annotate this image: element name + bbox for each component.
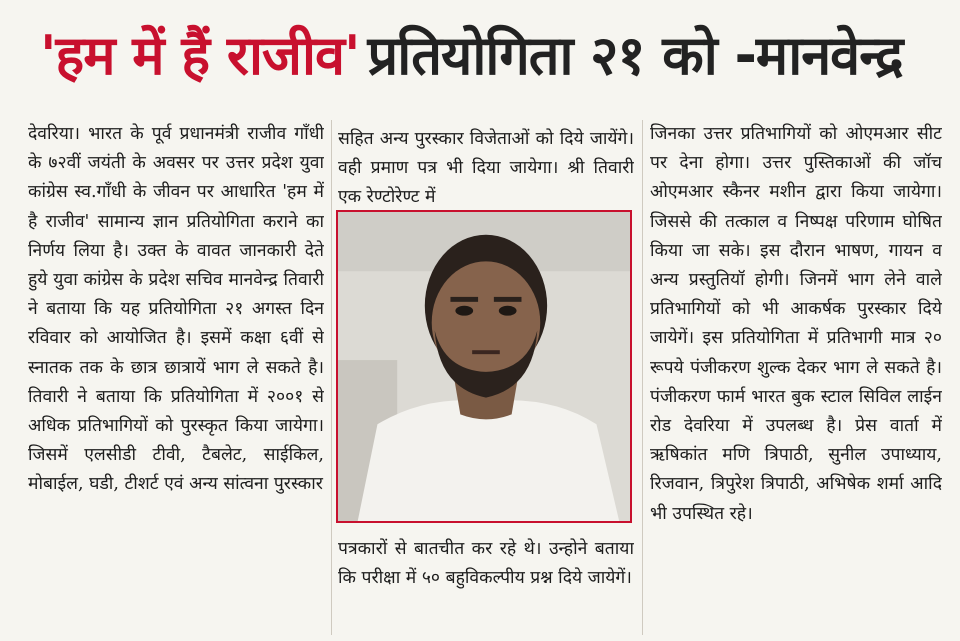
article-text-col3: जिनका उत्तर प्रतिभागियों को ओएमआर सीट पर देना होगा। उत्तर पुस्तिकाओं की जॉच ओएमआर स्कैनर मशीन द्वारा किया जायेगा। जिससे की तत्काल व निष्पक्ष परिणाम घोषित किया जा सके। इस दौरान भाषण, गायन व अन्य प्रस्तुतियॉ होगी। जिनमें भाग लेने वाले प्रतिभागियों को भी आकर्षक पुरस्कार दिये जायेगें। इस प्रतियोगिता में प्रतिभागी मात्र २० रूपये पंजीकरण शुल्क देकर भाग ले सकते है। पंजीकरण फार्म भारत बुक स्टाल सिविल लाईन रोड देवरिया में उपलब्ध है। प्रेस वार्ता में ऋषिकांत मणि त्रिपाठी, सुनील उपाध्याय, रिजवान, त्रिपुरेश त्रिपाठी, अभिषेक शर्मा आदि भी उपस्थित रहे। — [650, 124, 942, 524]
headline-rest: प्रतियोगिता २१ को -मानवेन्द्र — [367, 24, 903, 87]
article-column-1 — [28, 120, 324, 635]
column-divider — [331, 120, 332, 635]
article-text-col2-bottom: पत्रकारों से बातचीत कर रहे थे। उन्होने बताया कि परीक्षा में ५० बहुविकल्पीय प्रश्न दिये जायेगें। — [338, 539, 634, 589]
headline — [40, 8, 950, 98]
article-text-col2-top: सहित अन्य पुरस्कार विजेताओं को दिये जायेंगे। वही प्रमाण पत्र भी दिया जायेगा। श्री तिवारी एक रेण्टोरेण्ट में — [338, 129, 634, 208]
portrait-photo — [336, 210, 632, 523]
article-column-2-top — [338, 125, 634, 213]
article-text-col1: देवरिया। भारत के पूर्व प्रधानमंत्री राजीव गाँधी के ७२वीं जयंती के अवसर पर उत्तर प्रदेश युवा कांग्रेस स्व.गाँधी के जीवन पर आधारित 'हम में है राजीव' सामान्य ज्ञान प्रतियोगिता कराने का निर्णय लिया है। उक्त के वावत जानकारी देते हुये युवा कांग्रेस के प्रदेश सचिव मानवेन्द्र तिवारी ने बताया कि यह प्रतियोगिता २१ अगस्त दिन रविवार को आयोजित है। इसमें कक्षा ६वीं से स्नातक तक के छात्र छात्रायें भाग ले सकते है। तिवारी ने बताया कि प्रतियोगिता में २००१ से अधिक प्रतिभागियों को पुरस्कृत किया जायेगा। जिसमें एलसीडी टीवी, टैबलेट, साईकिल, मोबाईल, घडी, टीशर्ट एवं अन्य सांत्वना पुरस्कार — [28, 124, 324, 495]
column-divider — [642, 120, 643, 635]
article-column-2-bottom — [338, 535, 634, 635]
headline-quoted: 'हम में हैं राजीव' — [40, 24, 360, 87]
article-column-3 — [650, 120, 942, 635]
portrait-image — [338, 212, 630, 521]
